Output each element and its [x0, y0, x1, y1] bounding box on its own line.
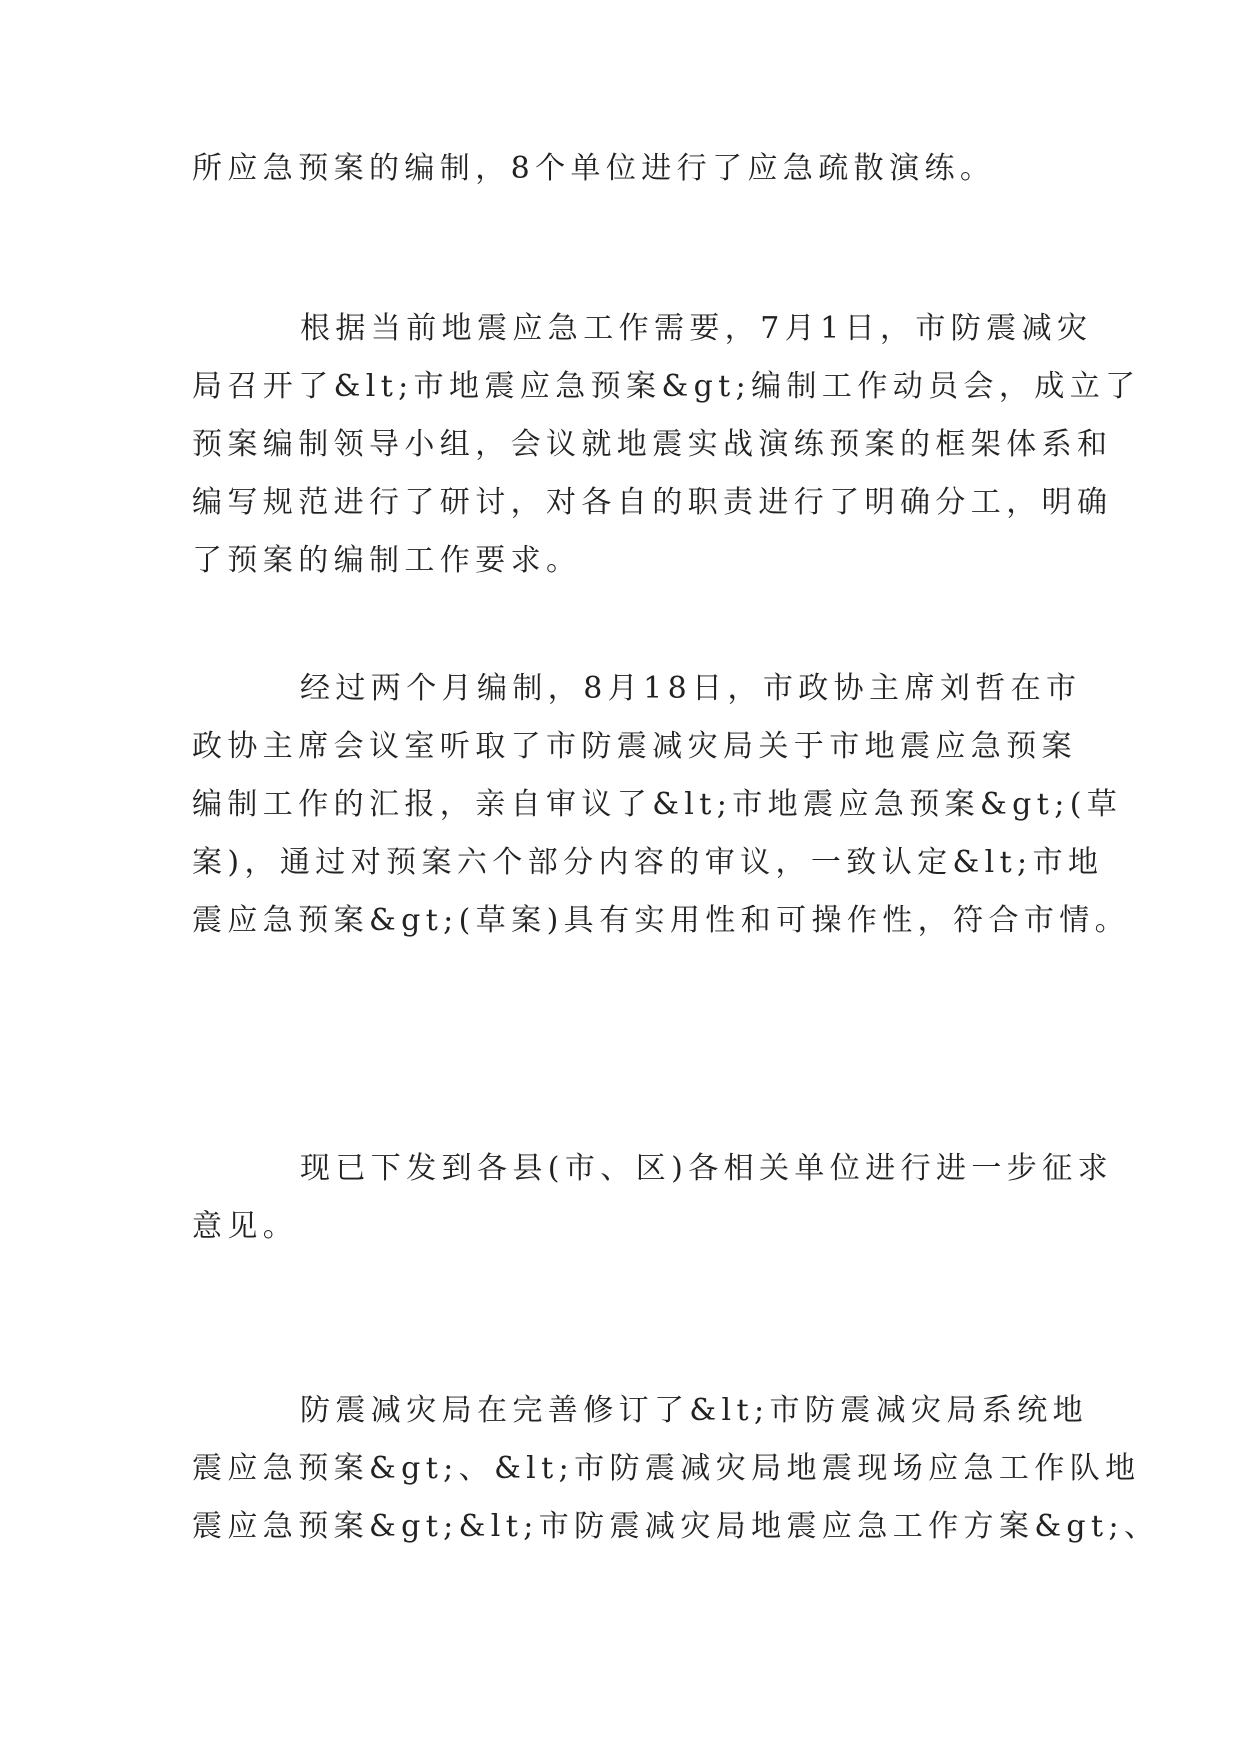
paragraph-3: [192, 660, 1131, 950]
paragraph-line: 所应急预案的编制，8个单位进行了应急疏散演练。: [192, 151, 996, 186]
paragraph-line: 了预案的编制工作要求。: [192, 543, 582, 578]
paragraph-line: 编写规范进行了研讨，对各自的职责进行了明确分工，明确: [192, 485, 1113, 520]
paragraph-line: 政协主席会议室听取了市防震减灾局关于市地震应急预案: [192, 729, 1077, 764]
paragraph-line: 意见。: [192, 1209, 299, 1244]
paragraph-line: 震应急预案&gt;、&lt;市防震减灾局地震现场应急工作队地: [192, 1451, 1141, 1486]
paragraph-1: [192, 140, 1072, 198]
paragraph-line: 预案编制领导小组，会议就地震实战演练预案的框架体系和: [192, 427, 1113, 462]
paragraph-line: 震应急预案&gt;&lt;市防震减灾局地震应急工作方案&gt;、: [192, 1509, 1160, 1544]
paragraph-line: 震应急预案&gt;(草案)具有实用性和可操作性，符合市情。: [192, 903, 1131, 938]
paragraph-line: 经过两个月编制，8月18日，市政协主席刘哲在市: [300, 671, 1082, 706]
paragraph-5: [192, 1382, 1160, 1556]
paragraph-line: 编制工作的汇报，亲自审议了&lt;市地震应急预案&gt;(草: [192, 787, 1123, 822]
paragraph-2: [192, 300, 1141, 590]
paragraph-4: [192, 1140, 1114, 1256]
paragraph-line: 防震减灾局在完善修订了&lt;市防震减灾局系统地: [300, 1393, 1089, 1428]
paragraph-line: 案)，通过对预案六个部分内容的审议，一致认定&lt;市地: [192, 845, 1104, 880]
paragraph-line: 局召开了&lt;市地震应急预案&gt;编制工作动员会，成立了: [192, 369, 1141, 404]
paragraph-line: 根据当前地震应急工作需要，7月1日，市防震减灾: [300, 311, 1093, 346]
paragraph-line: 现已下发到各县(市、区)各相关单位进行进一步征求: [300, 1151, 1114, 1186]
